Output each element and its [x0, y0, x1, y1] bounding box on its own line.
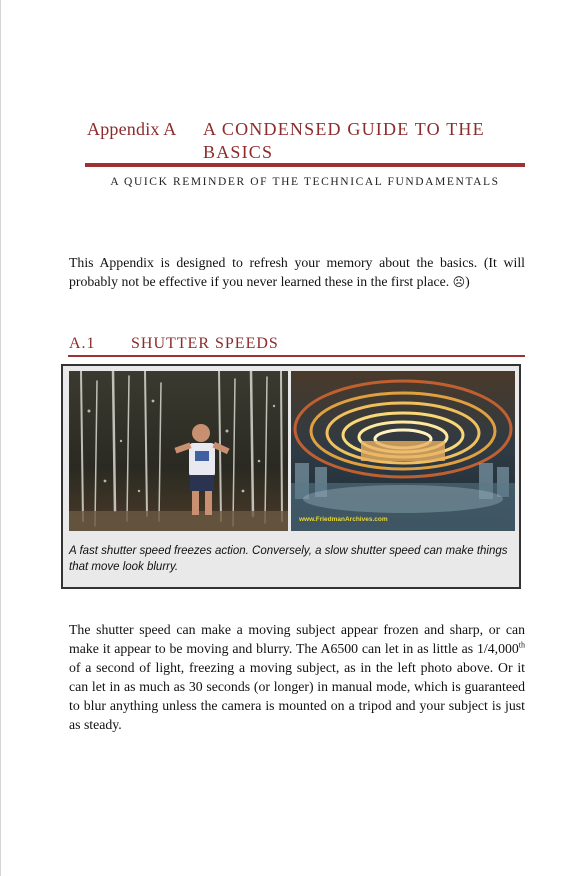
intro-text: This Appendix is designed to refresh your memory about the basics. (It will probably not be effective if you never learned these in the first place.	[69, 255, 525, 289]
photo-watermark: www.FriedmanArchives.com	[299, 516, 388, 523]
appendix-subtitle: A QUICK REMINDER OF THE TECHNICAL FUNDAMENTALS	[110, 176, 500, 188]
body-text-part1: The shutter speed can make a moving subject appear frozen and sharp, or can make it appear to be moving and blurry. The A6500 can let in as little as 1/4,000	[69, 622, 525, 656]
body-text-part2: of a second of light, freezing a moving subject, as in the left photo above. Or it can let in as much as 30 seconds (or longer) in manual mode, which is guaranteed to blur anything unless the camera is mounted on a tripod and your subject is just as steady.	[69, 660, 525, 732]
carousel-blur-photo	[291, 371, 515, 531]
appendix-title-line2: BASICS	[203, 142, 274, 162]
body-superscript: th	[518, 640, 525, 650]
intro-close: )	[465, 274, 470, 289]
intro-paragraph	[69, 253, 525, 292]
section-number: A.1	[69, 335, 96, 352]
frown-icon: ☹	[452, 275, 466, 289]
body-paragraph	[69, 620, 525, 734]
title-divider	[85, 163, 525, 167]
appendix-title-line1: A CONDENSED GUIDE TO THE	[203, 119, 485, 139]
figure-box	[61, 364, 521, 589]
appendix-label: Appendix A	[87, 119, 177, 139]
section-divider	[68, 355, 525, 357]
appendix-title	[203, 118, 523, 164]
section-title: SHUTTER SPEEDS	[131, 335, 279, 352]
figure-caption: A fast shutter speed freezes action. Conversely, a slow shutter speed can make things that move look blurry.	[69, 545, 508, 573]
fountain-child-photo	[69, 371, 288, 531]
